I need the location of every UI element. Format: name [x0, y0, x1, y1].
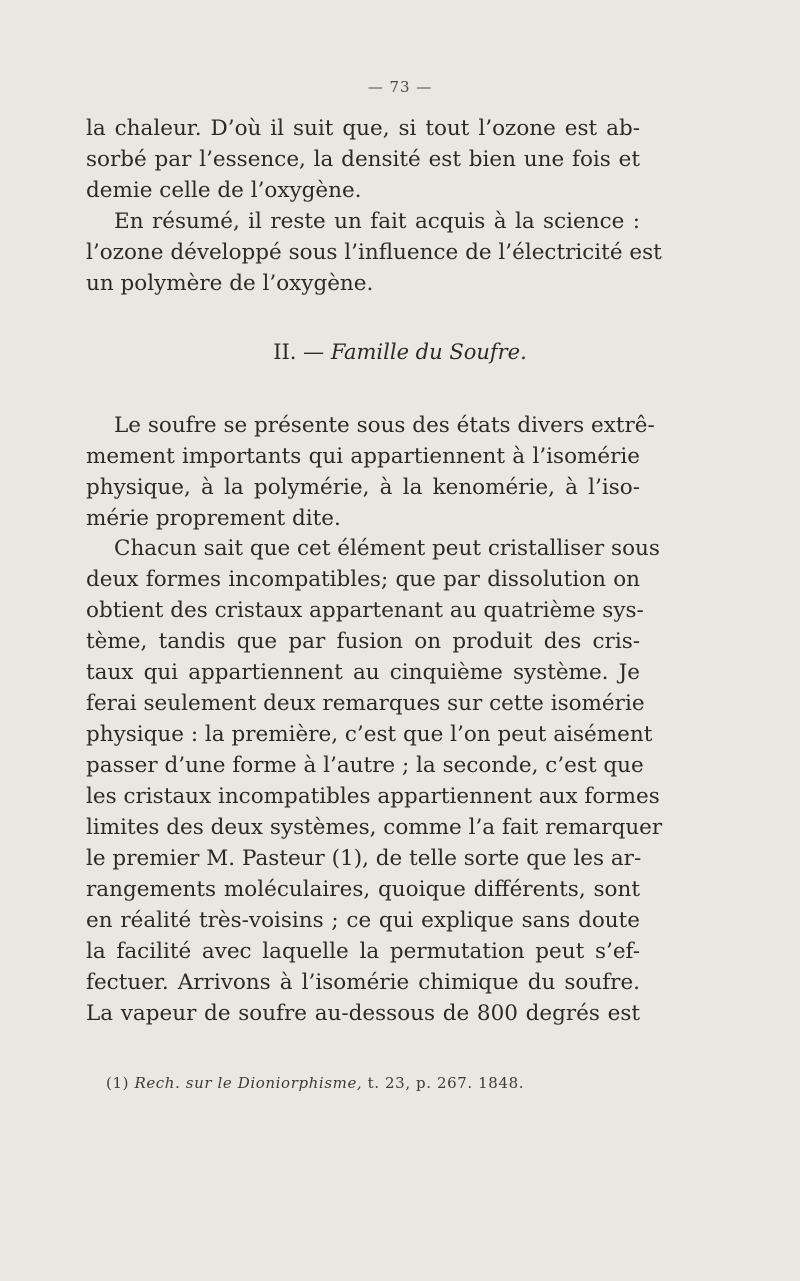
text-line: fectuer. Arrivons à l’isomérie chimique du soufre. — [86, 970, 640, 995]
text-line: physique, à la polymérie, à la kenomérie, à l’iso- — [86, 475, 640, 500]
text-line: en réalité très-voisins ; ce qui explique sans doute — [86, 908, 640, 933]
text-line: l’ozone développé sous l’influence de l’électricité est — [86, 240, 662, 265]
text-line: sorbé par l’essence, la densité est bien une fois et — [86, 147, 640, 172]
paragraph-soufre-intro — [86, 410, 655, 534]
text-line: la facilité avec laquelle la permutation peut s’ef- — [86, 939, 640, 964]
text-line: limites des deux systèmes, comme l’a fait remarquer — [86, 815, 663, 840]
footnote-reference-title: Rech. sur le Dioniorphisme, — [134, 1074, 363, 1092]
text-line: mérie proprement dite. — [86, 506, 341, 531]
text-line: La vapeur de soufre au-dessous de 800 degrés est — [86, 1001, 640, 1026]
text-line: physique : la première, c’est que l’on peut aisément — [86, 722, 653, 747]
text-line: taux qui appartiennent au cinquième système. Je — [86, 660, 640, 685]
text-line: rangements moléculaires, quoique différents, sont — [86, 877, 640, 902]
text-line: la chaleur. D’où il suit que, si tout l’ozone est ab- — [86, 116, 640, 141]
text-line: En résumé, il reste un fait acquis à la science : — [114, 209, 640, 234]
text-line: ferai seulement deux remarques sur cette isomérie — [86, 691, 645, 716]
page-number: — 73 — — [367, 78, 433, 96]
text-line: un polymère de l’oxygène. — [86, 271, 374, 296]
paragraph-ozone — [86, 113, 662, 299]
section-title: Famille du Soufre. — [330, 340, 527, 364]
text-line: deux formes incompatibles; que par dissolution on — [86, 567, 640, 592]
text-line: passer d’une forme à l’autre ; la seconde, c’est que — [86, 753, 644, 778]
footnote — [106, 1074, 524, 1092]
footnote-marker: (1) — [106, 1074, 130, 1092]
section-heading — [0, 340, 800, 364]
section-number: II. — — [273, 340, 325, 364]
paragraph-cristaux — [86, 533, 663, 1029]
text-line: les cristaux incompatibles appartiennent aux formes — [86, 784, 660, 809]
text-line: Le soufre se présente sous des états divers extrê- — [114, 413, 655, 438]
text-line: le premier M. Pasteur (1), de telle sorte que les ar- — [86, 846, 642, 871]
footnote-reference-details: t. 23, p. 267. 1848. — [367, 1074, 525, 1092]
text-line: obtient des cristaux appartenant au quatrième sys- — [86, 598, 644, 623]
text-line: tème, tandis que par fusion on produit des cris- — [86, 629, 640, 654]
text-line: Chacun sait que cet élément peut cristalliser sous — [114, 536, 660, 561]
text-line: mement importants qui appartiennent à l’isomérie — [86, 444, 640, 469]
text-line: demie celle de l’oxygène. — [86, 178, 362, 203]
